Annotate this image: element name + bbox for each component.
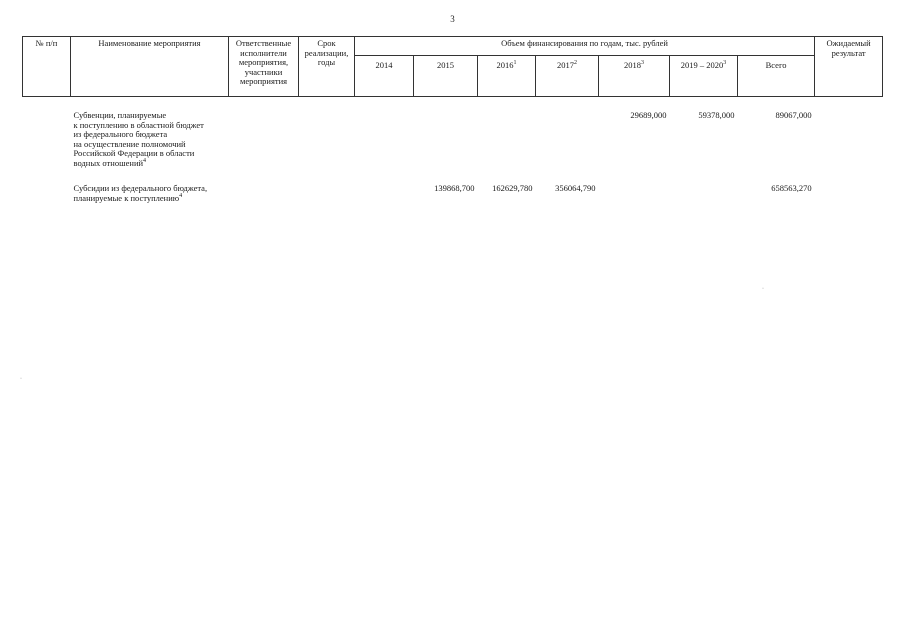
header-number: № п/п bbox=[23, 37, 71, 97]
header-term: Срок реализации, годы bbox=[299, 37, 355, 97]
year-note: 2 bbox=[574, 60, 577, 67]
cell-name bbox=[71, 182, 229, 205]
cell-number bbox=[23, 109, 71, 170]
cell-value-2015: 139868,700 bbox=[434, 183, 475, 194]
cell-name bbox=[71, 109, 229, 170]
cell-result bbox=[815, 182, 883, 205]
header-year bbox=[536, 56, 599, 97]
name-line: к поступлению в областной бюджет bbox=[73, 119, 204, 130]
header-funding: Объем финансирования по годам, тыс. рублей bbox=[355, 37, 815, 56]
cell-value-2017 bbox=[536, 109, 599, 170]
header-year bbox=[738, 56, 815, 97]
cell-value-total: 658563,270 bbox=[771, 183, 812, 194]
year-note: 3 bbox=[641, 60, 644, 67]
funding-table bbox=[22, 36, 883, 205]
cell-value-2016 bbox=[478, 109, 536, 170]
year-note: 3 bbox=[723, 60, 727, 67]
year-label: 2015 bbox=[437, 60, 454, 70]
name-line: Субсидии из федерального бюджета, bbox=[73, 183, 208, 194]
cell-value-2018: 29689,000 bbox=[630, 110, 667, 120]
header-result: Ожидаемый результат bbox=[815, 37, 883, 97]
year-label: 2019 – 2020 bbox=[680, 60, 724, 70]
cell-term bbox=[299, 182, 355, 205]
header-name: Наименование мероприятия bbox=[71, 37, 229, 97]
name-line: из федерального бюджета bbox=[73, 129, 168, 140]
year-label: 2017 bbox=[557, 60, 574, 70]
cell-value-2014 bbox=[355, 182, 414, 205]
header-responsible: Ответственные исполнители мероприятия, участники мероприятия bbox=[229, 37, 299, 97]
cell-result bbox=[815, 109, 883, 170]
cell-value-2019-2020: 59378,000 bbox=[698, 110, 735, 120]
header-year bbox=[670, 56, 738, 97]
table-row bbox=[23, 109, 883, 170]
cell-number bbox=[23, 182, 71, 205]
header-year bbox=[478, 56, 536, 97]
footnote-mark: 4 bbox=[143, 157, 147, 164]
name-line: на осуществление полномочий bbox=[73, 138, 186, 149]
header-year bbox=[414, 56, 478, 97]
name-line: водных отношений bbox=[73, 157, 144, 168]
cell-value-2014 bbox=[355, 109, 414, 170]
year-label: 2018 bbox=[624, 60, 641, 70]
cell-value-2017: 356064,790 bbox=[555, 183, 596, 194]
cell-responsible bbox=[229, 109, 299, 170]
cell-value-2015 bbox=[414, 109, 478, 170]
header-year bbox=[355, 56, 414, 97]
name-line: Российской Федерации в области bbox=[73, 148, 195, 159]
cell-responsible bbox=[229, 182, 299, 205]
cell-term bbox=[299, 109, 355, 170]
cell-value-total: 89067,000 bbox=[775, 110, 812, 120]
year-label: Всего bbox=[765, 60, 787, 70]
cell-value-2016: 162629,780 bbox=[492, 183, 533, 194]
name-line: Субвенции, планируемые bbox=[73, 110, 167, 120]
year-label: 2014 bbox=[375, 60, 393, 70]
cell-value-2019-2020 bbox=[670, 182, 738, 205]
scan-speck: · bbox=[20, 376, 22, 382]
cell-value-2018 bbox=[599, 182, 670, 205]
footnote-mark: 4 bbox=[179, 192, 183, 199]
year-label: 2016 bbox=[496, 60, 514, 70]
header-year bbox=[599, 56, 670, 97]
name-line: планируемые к поступлению bbox=[73, 192, 180, 203]
scan-speck: · bbox=[762, 286, 764, 292]
year-note: 1 bbox=[513, 60, 517, 67]
page-number: 3 bbox=[450, 14, 455, 24]
table-row bbox=[23, 182, 883, 205]
